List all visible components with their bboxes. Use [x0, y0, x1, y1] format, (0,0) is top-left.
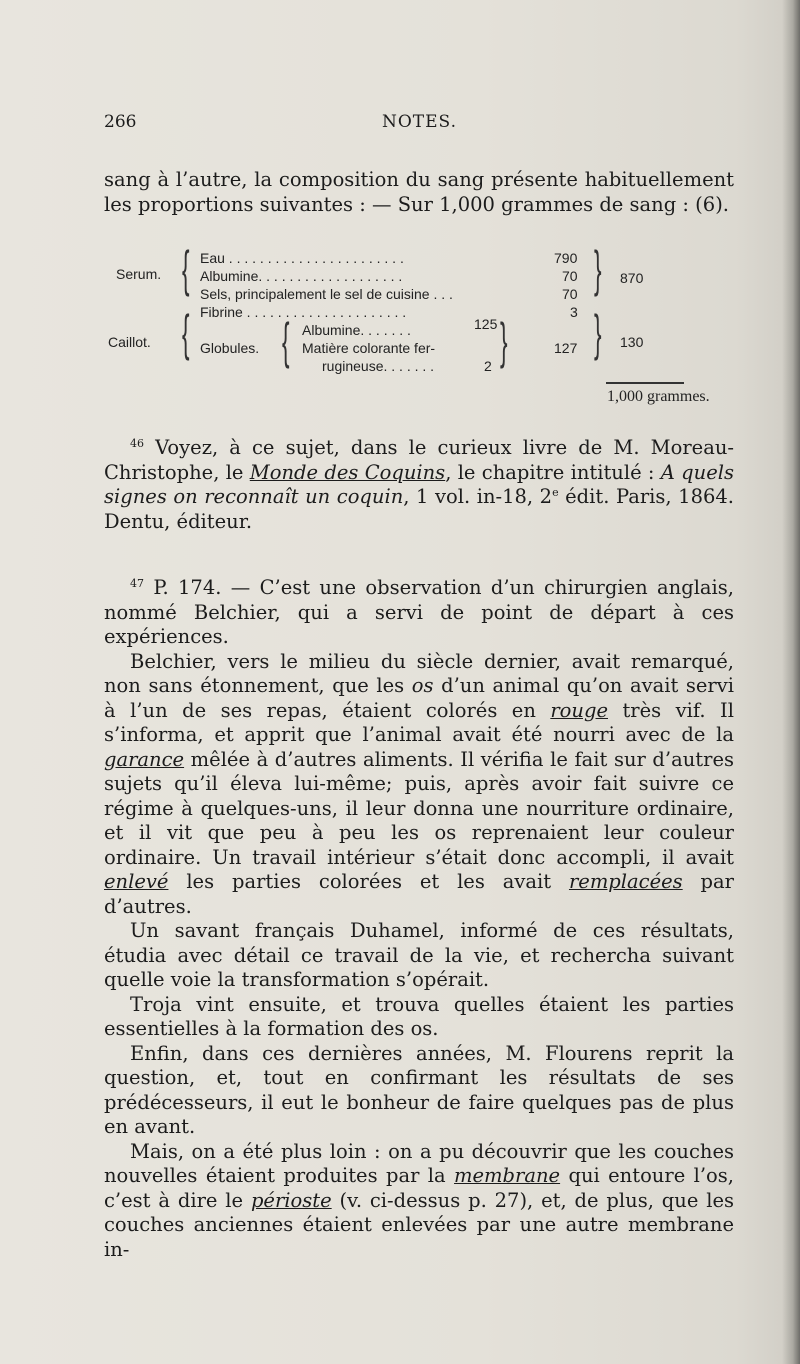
- caillot-label: Caillot.: [108, 334, 151, 350]
- p2-enleve: enlevé: [104, 870, 169, 893]
- page-number: 266: [104, 112, 137, 132]
- note-46-number: 46: [130, 437, 144, 450]
- p2-garance: garance: [104, 747, 185, 771]
- note-47-paragraph-4: Troja vint ensuite, et trouva quelles étaient les parties essentielles à la formation des os.: [104, 992, 734, 1040]
- intro-text: sang à l’autre, la composition du sang présente habituellement les proportions suivantes : — Sur 1,000 grammes de sang : (6).: [104, 168, 734, 216]
- serum-total: 870: [620, 270, 644, 286]
- p2-text-f: par d’autres.: [104, 870, 734, 918]
- note-47-paragraph-2: [104, 650, 734, 920]
- serum-label: Serum.: [116, 266, 162, 282]
- p6-membrane: membrane: [454, 1164, 561, 1187]
- p2-text-d: mêlée à d’autres aliments. Il vérifia le fait sur d’autres sujets qu’il éleva lui-même; puis, après avoir fait suivre ce régime à quelques-uns, il leur donna une nourriture ordinaire, et il vit que peu à peu les os reprenaient leur couleur ordinaire. Un travail intérieur s’était donc accompli, il avait: [104, 747, 734, 869]
- p2-text-b: d’un animal qu’on avait servi à l’un de ses repas, étaient colorés en: [104, 674, 734, 722]
- fibrine-value: 3: [570, 304, 578, 320]
- note-46-edition-sup: e: [552, 486, 559, 499]
- sels-value: 70: [562, 286, 578, 302]
- grand-total: 1,000 grammes.: [607, 388, 710, 405]
- note-46-text-1: Voyez, à ce sujet, dans le curieux livre de M. Moreau-Christophe, le: [104, 436, 734, 484]
- note-46-text-4: édit. Paris, 1864. Dentu, éditeur.: [104, 485, 734, 533]
- serum-brace: {: [182, 241, 190, 297]
- p2-os: os: [411, 674, 434, 697]
- running-title: NOTES.: [382, 112, 458, 132]
- serum-total-brace: }: [594, 241, 602, 297]
- globules-albumine-row: Albumine. . . . . . .: [302, 322, 411, 338]
- note-46-text-2: , le chapitre intitulé :: [445, 460, 661, 484]
- caillot-total: 130: [620, 334, 644, 350]
- fibrine-row: Fibrine . . . . . . . . . . . . . . . . . . . . .: [200, 304, 407, 320]
- eau-row: Eau . . . . . . . . . . . . . . . . . . . . . . .: [200, 250, 404, 266]
- total-rule: [606, 382, 684, 384]
- note-47-paragraph-6: [104, 1140, 734, 1263]
- p2-remplacees: remplacées: [568, 870, 683, 893]
- note-46-chapter-title: A quels signes on reconnaît un coquin: [104, 460, 734, 508]
- globules-close-brace: }: [500, 313, 508, 369]
- globules-albumine-value: 125: [474, 316, 498, 332]
- p2-text-c: très vif. Il s’informa, et apprit que l’animal avait été nourri avec de la: [104, 698, 734, 746]
- note-47: [104, 576, 734, 1262]
- globules-total: 127: [554, 340, 578, 356]
- sels-row: Sels, principalement le sel de cuisine . . .: [200, 286, 453, 302]
- caillot-brace: {: [182, 305, 190, 361]
- note-47-paragraph-1: [104, 576, 734, 650]
- note-46-paragraph: [104, 436, 734, 534]
- p6-perioste: périoste: [250, 1188, 332, 1212]
- p6-text-c: (v. ci-dessus p. 27), et, de plus, que les couches anciennes étaient enlevées par une autre membrane in-: [104, 1188, 734, 1261]
- blood-composition-table: [104, 241, 744, 410]
- globules-brace: {: [282, 313, 290, 369]
- note-47-paragraph-3: Un savant français Duhamel, informé de ces résultats, étudia avec détail ce travail de la vie, et rechercha suivant quelle voie la transformation s’opérait.: [104, 919, 734, 991]
- globules-label: Globules.: [200, 340, 260, 356]
- albumine-row: Albumine. . . . . . . . . . . . . . . . . . .: [200, 268, 403, 284]
- globules-rugineuse-value: 2: [484, 358, 492, 374]
- globules-matiere-row: Matière colorante fer-: [302, 340, 436, 356]
- note-46-text-3: , 1 vol. in-18, 2: [403, 485, 553, 508]
- note-46: [104, 436, 734, 534]
- note-47-paragraph-5: Enfin, dans ces dernières années, M. Flourens reprit la question, et, tout en confirmant les résultats de ses prédécesseurs, il eut le bonheur de faire quelques pas de plus en avant.: [104, 1041, 734, 1138]
- p6-text-b: qui entoure l’os, c’est à dire le: [104, 1164, 734, 1212]
- note-47-number: 47: [130, 577, 144, 590]
- page-edge: [782, 0, 800, 1364]
- globules-rugineuse-row: rugineuse. . . . . . .: [322, 358, 435, 374]
- note-46-book-title: Monde des Coquins: [249, 460, 446, 484]
- intro-paragraph: [104, 168, 734, 217]
- p6-text-a: Mais, on a été plus loin : on a pu découvrir que les couches nouvelles étaient produites par la: [104, 1139, 734, 1187]
- page-header: [104, 112, 734, 142]
- p2-text-a: Belchier, vers le milieu du siècle dernier, avait remarqué, non sans étonnement, que les: [104, 649, 734, 697]
- caillot-total-brace: }: [594, 305, 602, 361]
- eau-value: 790: [554, 250, 578, 266]
- note-47-text-1: P. 174. — C’est une observation d’un chirurgien anglais, nommé Belchier, qui a servi de point de départ à ces expériences.: [104, 576, 734, 648]
- p2-text-e: les parties colorées et les avait: [168, 870, 569, 893]
- p2-rouge: rouge: [550, 698, 608, 722]
- albumine-value: 70: [562, 268, 578, 284]
